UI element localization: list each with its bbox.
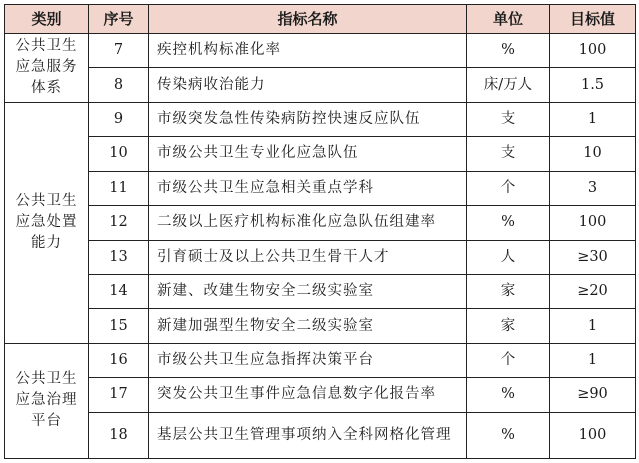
indicator-name: 市级公共卫生应急相关重点学科 xyxy=(149,171,467,205)
indicator-name: 疾控机构标准化率 xyxy=(149,34,467,68)
table-row xyxy=(5,378,636,412)
indicator-name: 市级突发急性传染病防控快速反应队伍 xyxy=(149,102,467,136)
header-number: 序号 xyxy=(89,5,149,34)
table-row xyxy=(5,171,636,205)
table-row xyxy=(5,206,636,240)
table-row xyxy=(5,68,636,102)
unit-cell: % xyxy=(467,34,550,68)
unit-cell: 家 xyxy=(467,274,550,308)
target-cell: 1.5 xyxy=(550,68,636,102)
category-label: 公共卫生应急处置能力 xyxy=(15,193,78,252)
table-row xyxy=(5,274,636,308)
table-row xyxy=(5,34,636,68)
indicator-name: 新建、改建生物安全二级实验室 xyxy=(149,274,467,308)
unit-cell: 个 xyxy=(467,343,550,377)
category-cell xyxy=(5,34,89,103)
row-number: 12 xyxy=(89,206,149,240)
row-number: 7 xyxy=(89,34,149,68)
unit-cell: 个 xyxy=(467,171,550,205)
indicator-name: 基层公共卫生管理事项纳入全科网格化管理 xyxy=(149,412,467,458)
target-cell: 1 xyxy=(550,343,636,377)
target-cell: 100 xyxy=(550,206,636,240)
header-category: 类别 xyxy=(5,5,89,34)
row-number: 18 xyxy=(89,412,149,458)
table-row xyxy=(5,102,636,136)
header-indicator-name: 指标名称 xyxy=(149,5,467,34)
indicator-name: 二级以上医疗机构标准化应急队伍组建率 xyxy=(149,206,467,240)
row-number: 8 xyxy=(89,68,149,102)
unit-cell: 支 xyxy=(467,102,550,136)
indicator-name: 突发公共卫生事件应急信息数字化报告率 xyxy=(149,378,467,412)
indicator-name: 市级公共卫生应急指挥决策平台 xyxy=(149,343,467,377)
target-cell: 100 xyxy=(550,412,636,458)
unit-cell: 支 xyxy=(467,137,550,171)
row-number: 15 xyxy=(89,309,149,343)
unit-cell: 床/万人 xyxy=(467,68,550,102)
unit-cell: % xyxy=(467,378,550,412)
row-number: 13 xyxy=(89,240,149,274)
table-row xyxy=(5,343,636,377)
row-number: 9 xyxy=(89,102,149,136)
unit-cell: 家 xyxy=(467,309,550,343)
unit-cell: 人 xyxy=(467,240,550,274)
table-row xyxy=(5,137,636,171)
indicator-name: 传染病收治能力 xyxy=(149,68,467,102)
category-cell xyxy=(5,343,89,458)
category-label: 公共卫生应急服务体系 xyxy=(15,38,78,97)
target-cell: 100 xyxy=(550,34,636,68)
category-cell xyxy=(5,102,89,343)
target-cell: ≥90 xyxy=(550,378,636,412)
target-cell: 1 xyxy=(550,102,636,136)
header-unit: 单位 xyxy=(467,5,550,34)
category-label: 公共卫生应急治理平台 xyxy=(15,371,78,430)
unit-cell: % xyxy=(467,412,550,458)
table-row xyxy=(5,240,636,274)
indicator-name: 新建加强型生物安全二级实验室 xyxy=(149,309,467,343)
row-number: 17 xyxy=(89,378,149,412)
indicator-name: 引育硕士及以上公共卫生骨干人才 xyxy=(149,240,467,274)
table-row xyxy=(5,309,636,343)
unit-cell: % xyxy=(467,206,550,240)
row-number: 10 xyxy=(89,137,149,171)
header-target: 目标值 xyxy=(550,5,636,34)
row-number: 16 xyxy=(89,343,149,377)
indicator-name: 市级公共卫生专业化应急队伍 xyxy=(149,137,467,171)
target-cell: ≥30 xyxy=(550,240,636,274)
target-cell: 1 xyxy=(550,309,636,343)
target-cell: 3 xyxy=(550,171,636,205)
row-number: 11 xyxy=(89,171,149,205)
row-number: 14 xyxy=(89,274,149,308)
target-cell: ≥20 xyxy=(550,274,636,308)
table-row xyxy=(5,412,636,458)
indicator-table xyxy=(4,4,636,459)
target-cell: 10 xyxy=(550,137,636,171)
table-header-row xyxy=(5,5,636,34)
